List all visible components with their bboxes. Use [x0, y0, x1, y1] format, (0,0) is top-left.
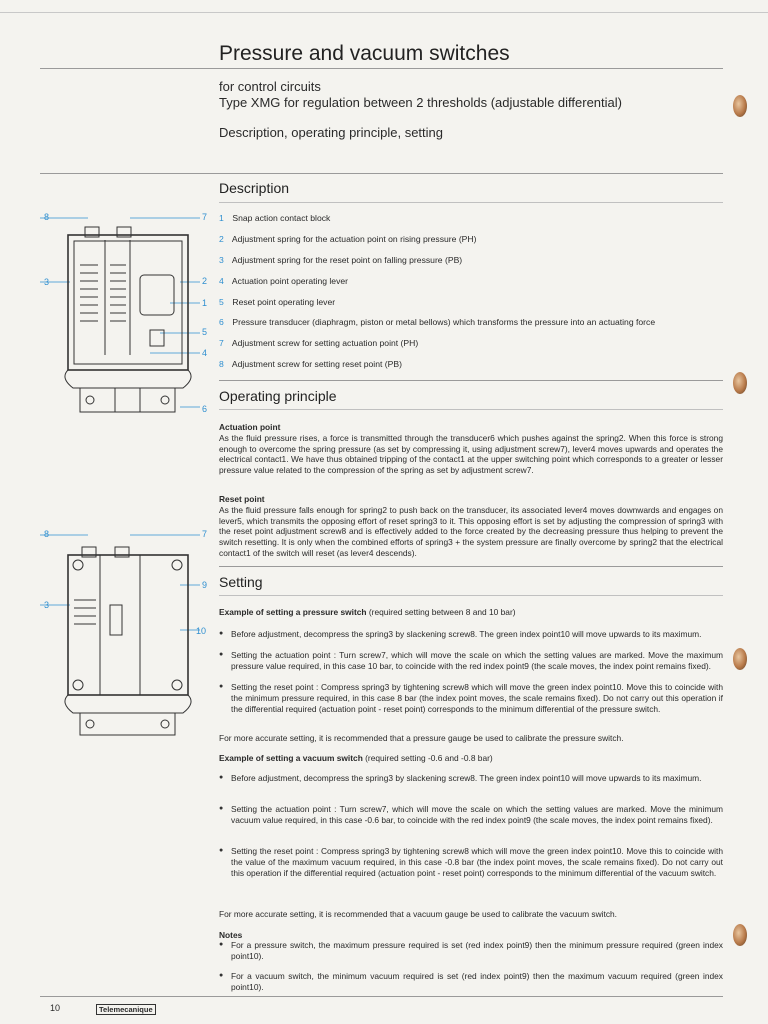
title-rule — [40, 68, 723, 69]
description-list — [219, 212, 719, 379]
setting-underline — [219, 595, 723, 596]
list-item: 5 Reset point operating lever — [219, 296, 336, 307]
fig2-label-9: 9 — [202, 580, 208, 590]
pressure-bullet-1: ● Before adjustment, decompress the spring3 by slackening screw8. The green index point10 will move upwards to its maximum. — [231, 629, 723, 640]
operating-underline — [219, 409, 723, 410]
list-item: 6 Pressure transducer (diaphragm, piston or metal bellows) which transforms the pressure into an actuating force — [219, 317, 656, 328]
fig1-label-6: 6 — [202, 404, 208, 414]
pressure-accuracy: For more accurate setting, it is recommended that a pressure gauge be used to calibrate the pressure switch. — [219, 733, 624, 743]
vacuum-bullet-2: ● Setting the actuation point : Turn screw7, which will move the scale on which the setting values are marked. Move the minimum vacuum value required, in this case -0.6 bar, to coincide with the red index point9 (the scale moves, the index point remains fixed). — [231, 804, 723, 826]
notes-title: Notes — [219, 930, 243, 940]
fig1-label-1: 1 — [202, 298, 208, 308]
description-heading: Description — [219, 180, 290, 196]
brand-logo: Telemecanique — [96, 1004, 156, 1015]
page-title: Pressure and vacuum switches — [219, 42, 510, 65]
subtitle-line-1: for control circuits — [219, 79, 321, 94]
switch-exterior-diagram — [40, 525, 240, 740]
pressure-bullet-2: ● Setting the actuation point : Turn screw7, which will move the scale on which the setting values are marked. Move the maximum pressure value required, in this case 10 bar, to coincide with the red index point9 (the scale moves, the index point remains fixed). — [231, 650, 723, 672]
vacuum-accuracy: For more accurate setting, it is recommended that a vacuum gauge be used to calibrate the vacuum switch. — [219, 909, 618, 919]
list-item: 7 Adjustment screw for setting actuation point (PH) — [219, 338, 419, 349]
fig2-label-3: 3 — [44, 600, 50, 610]
binder-hole — [733, 95, 747, 117]
list-item: 1 Snap action contact block — [219, 213, 331, 223]
list-item: 3 Adjustment spring for the reset point on falling pressure (PB) — [219, 254, 463, 265]
footer-rule — [40, 996, 723, 997]
switch-section-diagram — [40, 205, 240, 420]
subtitle-line-3: Description, operating principle, setting — [219, 125, 444, 140]
fig1-label-5: 5 — [202, 327, 208, 337]
list-item: 8 Adjustment screw for setting reset point (PB) — [219, 359, 402, 370]
actuation-text: As the fluid pressure rises, a force is transmitted through the transducer6 which pushes against the spring2. When this force is strong enough to overcome the spring pressure (as set by compressing it, using adjustment screw7), lever4 moves upwards and operates the electrical contact1. We have thus obtained tripping of the contact1 at the upper switching point which corresponds to a greater or lesser pressure value related to the compression of the spring as set by adjustment screw7. — [219, 432, 723, 476]
fig2-label-10: 10 — [196, 626, 207, 636]
fig1-label-4: 4 — [202, 348, 208, 358]
note-1: ● For a pressure switch, the maximum pressure required is set (red index point9) then the minimum pressure required (green index point10). — [231, 940, 723, 962]
description-underline — [219, 202, 723, 203]
reset-title: Reset point — [219, 494, 265, 504]
binder-hole — [733, 648, 747, 670]
vacuum-bullet-1: ● Before adjustment, decompress the spring3 by slackening screw8. The green index point10 will move upwards to its maximum. — [231, 773, 723, 784]
fig1-label-8: 8 — [44, 212, 50, 222]
top-edge-rule — [0, 12, 768, 13]
fig2-label-7: 7 — [202, 529, 208, 539]
fig1-label-2: 2 — [202, 276, 208, 286]
page-number: 10 — [50, 1003, 61, 1013]
setting-heading: Setting — [219, 574, 263, 590]
fig1-label-3: 3 — [44, 277, 50, 287]
fig1-label-7: 7 — [202, 212, 208, 222]
reset-paragraph — [219, 494, 723, 559]
section-rule-3 — [219, 566, 723, 567]
list-item: 2 Adjustment spring for the actuation point on rising pressure (PH) — [219, 233, 477, 244]
section-rule-1 — [40, 173, 723, 174]
fig2-label-8: 8 — [44, 529, 50, 539]
actuation-title: Actuation point — [219, 422, 281, 432]
pressure-example-title: Example of setting a pressure switch (required setting between 8 and 10 bar) — [219, 607, 516, 617]
subtitle-line-2: Type XMG for regulation between 2 thresholds (adjustable differential) — [219, 95, 622, 110]
vacuum-bullet-3: ● Setting the reset point : Compress spring3 by tightening screw8 which will move the green index point10. Move this to coincide with the value of the maximum vacuum required, in this case -0.8 bar (the index point moves, the scale remains fixed). Do not carry out this operation if the differential required (actuation point - reset point) corresponds to the minimum differential of the vacuum switch. — [231, 846, 723, 878]
operating-heading: Operating principle — [219, 388, 337, 404]
binder-hole — [733, 372, 747, 394]
note-2: ● For a vacuum switch, the minimum vacuum required is set (red index point9) then the maximum vacuum required (green index point10). — [231, 971, 723, 993]
vacuum-example-title: Example of setting a vacuum switch (required setting -0.6 and -0.8 bar) — [219, 753, 493, 763]
reset-text: As the fluid pressure falls enough for spring2 to push back on the transducer, its associated lever4 moves downwards and engages on lever5, which transmits the opposing effort of reset spring3 to it. This opposing effort is set by adjusting the compression of spring3 with the reset point adjustment screw8 and is effectively added to the force created by the decreasing pressure thus helping to prevent the switch resetting. It is only when the combined efforts of spring3 + the system pressure are finally overcome by spring2 that the electrical contact1 of the switch will reset (as lever4 descends). — [219, 504, 723, 558]
actuation-paragraph — [219, 422, 723, 476]
binder-hole — [733, 924, 747, 946]
list-item: 4 Actuation point operating lever — [219, 275, 349, 286]
section-rule-2 — [219, 380, 723, 381]
pressure-bullet-3: ● Setting the reset point : Compress spring3 by tightening screw8 which will move the green index point10. Move this to coincide with the minimum pressure required, in this case 8 bar (the index point moves, the scale remains fixed). Do not carry out this operation if the differential required (actuation point - reset point) corresponds to the minimum differential of the pressure switch. — [231, 682, 723, 714]
